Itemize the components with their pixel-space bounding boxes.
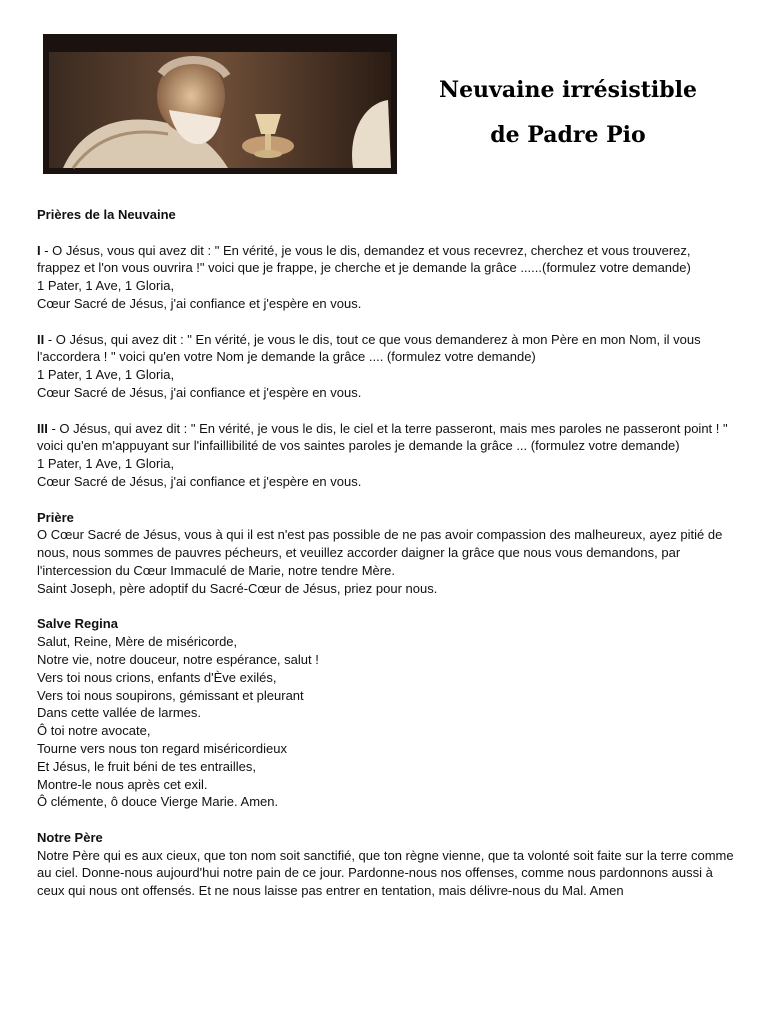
prayer-3-number: III: [37, 420, 48, 436]
prayer-2: [37, 331, 737, 367]
prayer-2-pater: 1 Pater, 1 Ave, 1 Gloria,: [37, 367, 175, 383]
prayer-1-pater: 1 Pater, 1 Ave, 1 Gloria,: [37, 278, 175, 294]
notre-pere-heading: Notre Père: [37, 829, 103, 845]
document-title: [412, 68, 724, 158]
priere-text: O Cœur Sacré de Jésus, vous à qui il est n'est pas possible de ne pas avoir compassion des malheureux, ayez pitié de nous, nous sommes de pauvres pécheurs, et veuillez accorder daigner la grâce que nous vous demandons, par l'intercession du Cœur Immaculé de Marie, notre tendre Mère.: [37, 527, 723, 578]
salve-line: Dans cette vallée de larmes.: [37, 705, 202, 721]
prayer-3-coeur: Cœur Sacré de Jésus, j'ai confiance et j'espère en vous.: [37, 473, 362, 489]
salve-line: Vers toi nous soupirons, gémissant et pleurant: [37, 687, 304, 703]
prayer-3-text: - O Jésus, qui avez dit : " En vérité, je vous le dis, le ciel et la terre passeront, mais mes paroles ne passeront point ! " voici qu'en m'appuyant sur l'infaillibilité de vos saintes paroles je demande la grâce ... (formulez votre demande): [37, 420, 728, 454]
document-body: [37, 206, 737, 900]
prayer-1-number: I: [37, 242, 41, 258]
prayer-1: [37, 242, 737, 278]
title-line-1: Neuvaine irrésistible: [438, 77, 698, 103]
salve-line: Notre vie, notre douceur, notre espérance, salut !: [37, 651, 319, 667]
salve-line: Ô toi notre avocate,: [37, 723, 151, 739]
prayer-2-coeur: Cœur Sacré de Jésus, j'ai confiance et j'espère en vous.: [37, 384, 362, 400]
notre-pere-text: Notre Père qui es aux cieux, que ton nom soit sanctifié, que ton règne vienne, que ta volonté soit faite sur la terre comme au ciel. Donne-nous aujourd'hui notre pain de ce jour. Pardonne-nous nos offenses, comme nous pardonnons aussi à ceux qui nous ont offensés. Et ne nous laisse pas entrer en tentation, mais délivre-nous du Mal. Amen: [37, 847, 734, 899]
prayers-heading: Prières de la Neuvaine: [37, 207, 176, 222]
prayer-2-text: - O Jésus, qui avez dit : " En vérité, je vous le dis, tout ce que vous demanderez à mon Père en mon Nom, il vous l'accordera ! " voici qu'en votre Nom je demande la grâce .... (formulez votre demande): [37, 331, 701, 365]
salve-line: Montre-le nous après cet exil.: [37, 776, 208, 792]
salve-line: Vers toi nous crions, enfants d'Ève exilés,: [37, 669, 277, 685]
priere-saint-joseph: Saint Joseph, père adoptif du Sacré-Cœur de Jésus, priez pour nous.: [37, 580, 438, 596]
prayer-1-coeur: Cœur Sacré de Jésus, j'ai confiance et j'espère en vous.: [37, 295, 362, 311]
prayer-2-number: II: [37, 331, 45, 347]
title-line-2: de Padre Pio: [490, 122, 646, 148]
priere-heading: Prière: [37, 509, 74, 525]
salve-regina-heading: Salve Regina: [37, 616, 118, 632]
salve-line: Salut, Reine, Mère de miséricorde,: [37, 634, 238, 650]
salve-line: Et Jésus, le fruit béni de tes entrailles,: [37, 758, 256, 774]
prayer-3-pater: 1 Pater, 1 Ave, 1 Gloria,: [37, 456, 175, 472]
salve-line: Tourne vers nous ton regard miséricordieux: [37, 740, 288, 756]
prayer-1-text: - O Jésus, vous qui avez dit : " En vérité, je vous le dis, demandez et vous recevrez, cherchez et vous trouverez, frappez et l'on vous ouvrira !" voici que je frappe, je cherche et je demande la grâce ......(formulez votre demande): [37, 242, 691, 276]
salve-line: Ô clémente, ô douce Vierge Marie. Amen.: [37, 794, 279, 810]
prayer-3: [37, 420, 737, 456]
padre-pio-photo: [43, 34, 397, 174]
